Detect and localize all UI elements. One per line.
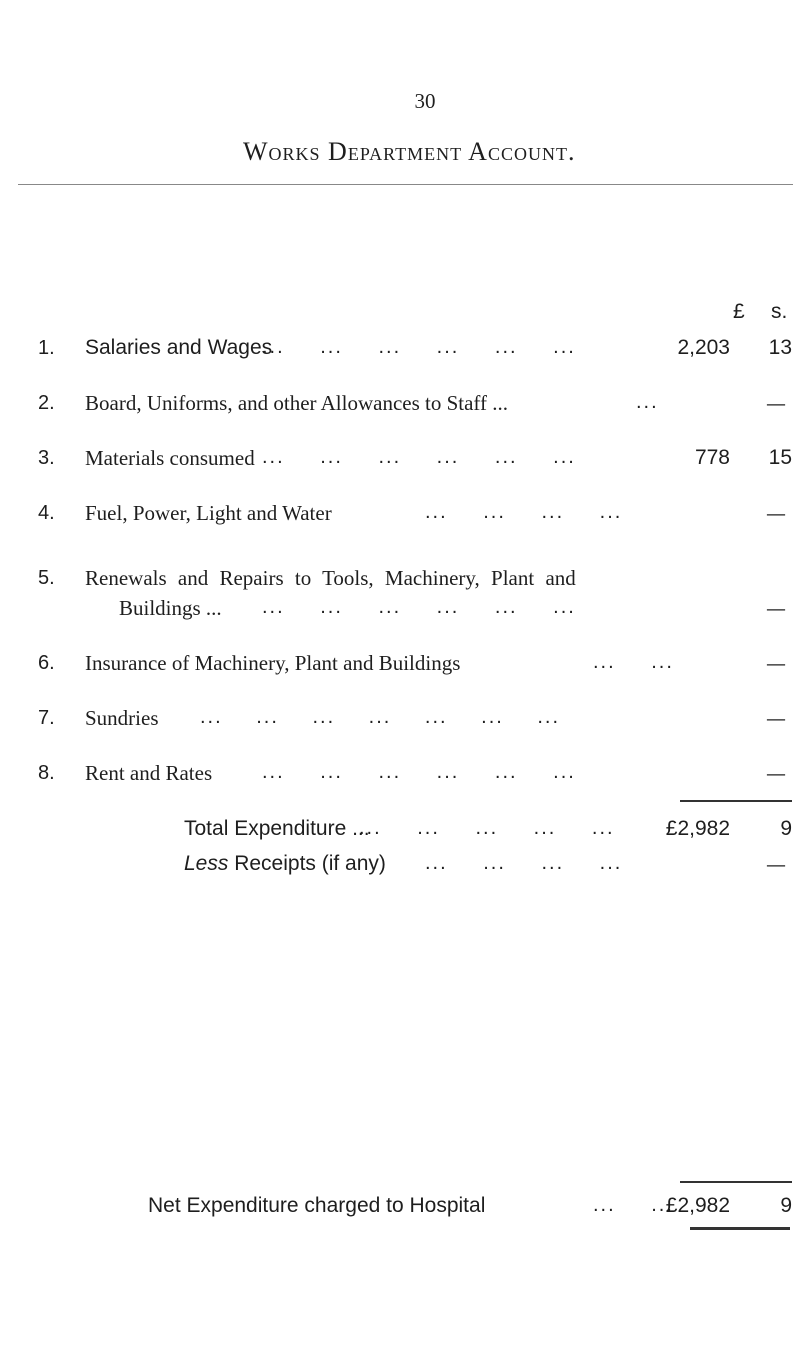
item-pounds: 2,203 [677,336,730,359]
item-number: 4. [38,502,55,524]
item-label: Fuel, Power, Light and Water [85,501,332,525]
total-expenditure-label: Total Expenditure ... [184,817,370,840]
dotted-leader: ... ... ... ... ... ... [262,596,576,618]
item-number: 2. [38,392,55,414]
item-shillings: 15 [768,446,792,469]
dotted-leader: ... ... ... ... ... ... ... [200,706,561,728]
less-receipts-label [184,852,386,876]
dotted-leader: ... [636,391,659,413]
item-value: — [766,501,786,525]
item-value: — [766,596,786,620]
item-number: 7. [38,707,55,729]
dotted-leader: ... ... [593,1194,674,1216]
receipts-label: Receipts (if any) [228,852,386,875]
item-value: — [766,706,786,730]
net-expenditure-pounds: £2,982 [665,1194,730,1217]
dotted-leader: ... ... ... ... ... ... [262,761,576,783]
dotted-leader: ... ... ... ... [425,852,623,874]
item-number: 1. [38,337,55,359]
net-rule-bottom [690,1227,790,1230]
item-label-continuation: Buildings ... [119,596,222,620]
item-value: — [766,391,786,415]
title-rule [18,184,793,185]
item-shillings: 13 [768,336,792,359]
net-expenditure-label: Net Expenditure charged to Hospital [148,1194,486,1217]
item-label: Insurance of Machinery, Plant and Buildings [85,651,461,675]
pounds-header: £ [733,300,745,323]
item-number: 6. [38,652,55,674]
total-expenditure-pounds: £2,982 [665,817,730,840]
dotted-leader: ... ... ... ... ... [359,817,615,839]
item-value: — [766,761,786,785]
item-label: Sundries [85,706,159,730]
net-rule-top [680,1181,792,1183]
item-number: 8. [38,762,55,784]
net-expenditure-shillings: 9 [780,1194,792,1217]
dotted-leader: ... ... ... ... [425,501,623,523]
total-rule [680,800,792,802]
less-receipts-value: — [766,852,786,876]
page-title: Works Department Account. [243,137,576,166]
item-number: 5. [38,567,55,589]
dotted-leader: ... ... [593,651,674,673]
item-label: Rent and Rates [85,761,213,785]
shillings-header: s. [771,300,788,323]
item-number: 3. [38,447,55,469]
item-label: Renewals and Repairs to Tools, Machinery, Plant and [85,566,576,590]
item-value: — [766,651,786,675]
less-label: Less [184,852,229,875]
item-pounds: 778 [694,446,730,469]
total-expenditure-shillings: 9 [780,817,792,840]
page-number: 30 [414,89,436,113]
dotted-leader: ... ... ... ... ... ... [262,336,576,358]
item-label: Salaries and Wages [85,336,273,359]
item-label: Materials consumed [85,446,255,470]
dotted-leader: ... ... ... ... ... ... [262,446,576,468]
item-label: Board, Uniforms, and other Allowances to Staff ... [85,391,509,415]
